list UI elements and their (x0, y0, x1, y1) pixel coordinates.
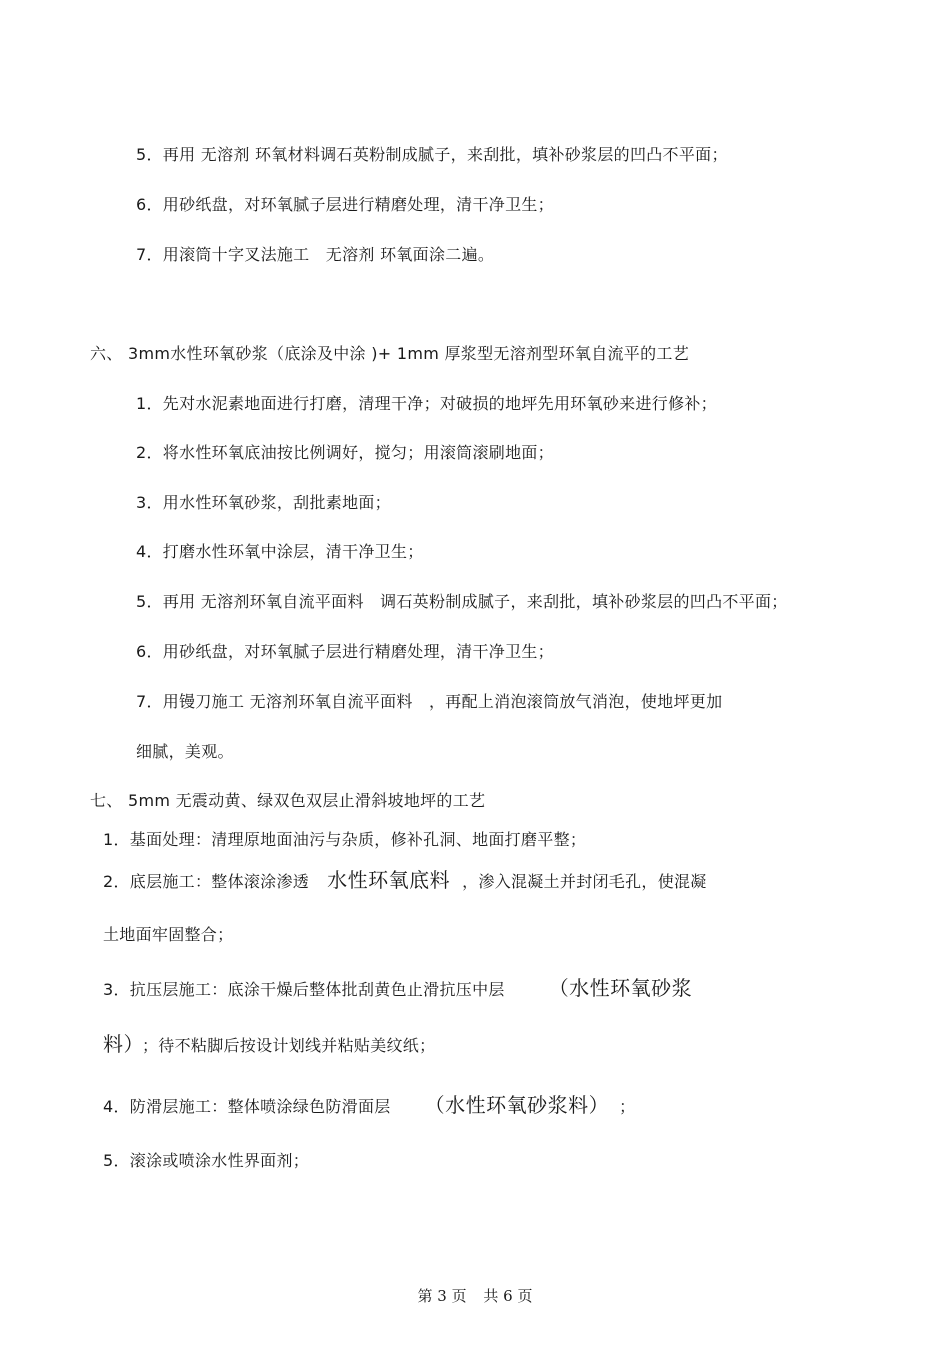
section-6-step-7: 7．用镘刀施工 无溶剂环氧自流平面料 ，再配上消泡滚筒放气消泡，使地坪更加 (136, 692, 723, 711)
section-7-step-5: 5．滚涂或喷涂水性界面剂； (103, 1151, 310, 1170)
step-6-text: 6．用砂纸盘，对环氧腻子层进行精磨处理，清干净卫生； (136, 195, 554, 214)
section-7-step-4 (103, 1095, 635, 1117)
section-7-step-3-tail: ；待不粘脚后按设计划线并粘贴美纹纸； (142, 1036, 436, 1055)
section-7-heading: 七、 5mm 无震动黄、绿双色双层止滑斜坡地坪的工艺 (90, 791, 486, 810)
section-6-step-2: 2．将水性环氧底油按比例调好，搅匀；用滚筒滚刷地面； (136, 443, 554, 462)
section-6-step-7-continuation: 细腻，美观。 (136, 742, 234, 761)
section-6-step-3: 3．用水性环氧砂浆，刮批素地面； (136, 493, 391, 512)
section-7-step-3-material: （水性环氧砂浆 (548, 976, 693, 1000)
section-7-step-2-material: 水性环氧底料 (327, 868, 451, 892)
page-number: 第 3 页 (417, 1287, 467, 1305)
section-7-step-3-lead: 3．抗压层施工：底涂干燥后整体批刮黄色止滑抗压中层 (103, 980, 505, 999)
page-total: 共 6 页 (483, 1287, 533, 1305)
section-7-step-4-tail: ； (619, 1097, 636, 1116)
section-7-step-3-material-end: 料） (103, 1032, 134, 1056)
step-5-text: 5．再用 无溶剂 环氧材料调石英粉制成腻子，来刮批，填补砂浆层的凹凸不平面； (136, 145, 728, 164)
step-7-text: 7．用滚筒十字叉法施工 无溶剂 环氧面涂二遍。 (136, 245, 495, 264)
section-7-step-4-material: （水性环氧砂浆料） (424, 1093, 600, 1117)
section-7-step-2-continuation: 土地面牢固整合； (103, 925, 234, 944)
section-7-step-2 (103, 870, 707, 892)
section-7-step-3 (103, 978, 692, 1000)
section-7-step-1: 1．基面处理：清理原地面油污与杂质，修补孔洞、地面打磨平整； (103, 830, 587, 849)
section-7-step-2-lead: 2．底层施工：整体滚涂渗透 (103, 872, 310, 891)
section-6-step-6: 6．用砂纸盘，对环氧腻子层进行精磨处理，清干净卫生； (136, 642, 554, 661)
section-7-step-2-tail: ，渗入混凝土并封闭毛孔，使混凝 (462, 872, 707, 891)
page-footer (0, 1286, 950, 1306)
section-6-heading: 六、 3mm水性环氧砂浆（底涂及中涂 )+ 1mm 厚浆型无溶剂型环氧自流平的工艺 (90, 344, 689, 363)
section-7-step-4-lead: 4．防滑层施工：整体喷涂绿色防滑面层 (103, 1097, 391, 1116)
section-6-step-4: 4．打磨水性环氧中涂层，清干净卫生； (136, 542, 424, 561)
section-7-step-3-continuation (103, 1034, 435, 1056)
section-6-step-5: 5．再用 无溶剂环氧自流平面料 调石英粉制成腻子，来刮批，填补砂浆层的凹凸不平面； (136, 592, 788, 611)
section-6-step-1: 1．先对水泥素地面进行打磨，清理干净；对破损的地坪先用环氧砂来进行修补； (136, 394, 717, 413)
